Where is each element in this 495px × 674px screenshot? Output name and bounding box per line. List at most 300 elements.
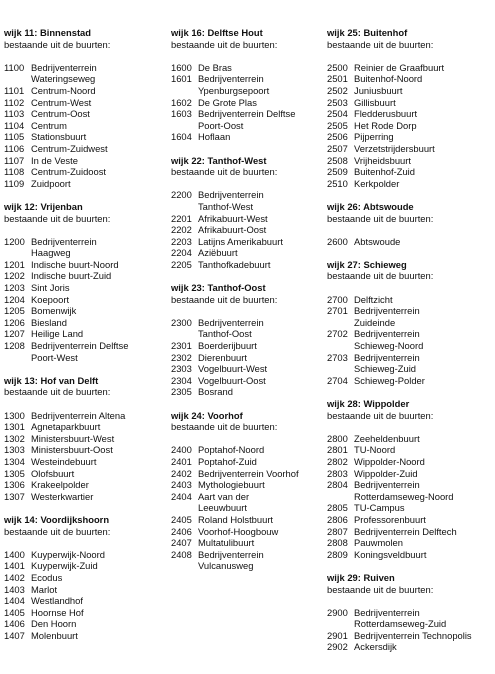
buurt-name: Pijperring bbox=[354, 131, 394, 143]
buurt-name: Indische buurt-Noord bbox=[31, 258, 119, 270]
buurt-row bbox=[171, 549, 321, 572]
buurt-name: De Grote Plas bbox=[198, 96, 257, 108]
wijk-subtitle: bestaande uit de buurten: bbox=[171, 38, 278, 50]
buurt-row bbox=[327, 514, 491, 526]
buurt-row bbox=[327, 537, 491, 549]
buurt-row bbox=[327, 294, 491, 306]
buurt-name: Roland Holstbuurt bbox=[198, 513, 274, 525]
wijk-section bbox=[327, 27, 491, 189]
buurt-row bbox=[4, 270, 162, 282]
buurt-row bbox=[327, 468, 491, 480]
buurt-row bbox=[327, 143, 491, 155]
buurt-code: 1207 bbox=[4, 328, 25, 340]
buurt-code: 1403 bbox=[4, 583, 25, 595]
buurt-name: Krakeelpolder bbox=[31, 479, 89, 491]
buurt-code: 1302 bbox=[4, 432, 25, 444]
buurt-name: TU-Campus bbox=[354, 502, 405, 514]
buurt-row bbox=[327, 73, 491, 85]
buurt-name: Molenbuurt bbox=[31, 629, 78, 641]
buurt-code: 1105 bbox=[4, 131, 25, 143]
buurt-row bbox=[171, 352, 321, 364]
buurt-name: Fledderusbuurt bbox=[354, 108, 418, 120]
buurt-name: Hoornse Hof bbox=[31, 606, 84, 618]
buurt-name: Heilige Land bbox=[31, 328, 84, 340]
buurt-code: 2304 bbox=[171, 374, 192, 386]
buurt-code: 1301 bbox=[4, 421, 25, 433]
wijk-subtitle: bestaande uit de buurten: bbox=[4, 212, 111, 224]
buurt-code: 1603 bbox=[171, 108, 192, 120]
buurt-row bbox=[327, 444, 491, 456]
wijk-section bbox=[4, 514, 162, 642]
buurt-code: 2803 bbox=[327, 467, 348, 479]
buurt-row bbox=[4, 479, 162, 491]
buurt-row bbox=[4, 97, 162, 109]
buurt-name: Westerkwartier bbox=[31, 490, 94, 502]
buurt-code: 1306 bbox=[4, 479, 25, 491]
buurt-row bbox=[4, 560, 162, 572]
buurt-name: Wippolder-Zuid bbox=[354, 467, 418, 479]
buurt-row bbox=[327, 131, 491, 143]
buurt-code: 2704 bbox=[327, 374, 348, 386]
buurt-name: Westlandhof bbox=[31, 595, 83, 607]
buurt-name: Koningsveldbuurt bbox=[354, 548, 427, 560]
buurt-code: 2201 bbox=[171, 212, 192, 224]
buurt-code: 2508 bbox=[327, 154, 348, 166]
buurt-name: Bedrijventerrein Tanthof-West bbox=[198, 189, 264, 212]
buurt-name: Biesland bbox=[31, 316, 67, 328]
buurt-code: 1206 bbox=[4, 316, 25, 328]
buurt-name: Centrum-Zuidwest bbox=[31, 142, 108, 154]
buurt-row bbox=[327, 120, 491, 132]
buurt-code: 1109 bbox=[4, 177, 25, 189]
buurt-code: 2507 bbox=[327, 142, 348, 154]
buurt-row bbox=[327, 166, 491, 178]
buurt-code: 1108 bbox=[4, 166, 25, 178]
buurt-row bbox=[327, 108, 491, 120]
buurt-row bbox=[4, 584, 162, 596]
wijk-section bbox=[327, 398, 491, 560]
wijk-title: wijk 14: Voordijkshoorn bbox=[4, 513, 110, 525]
buurt-row bbox=[171, 224, 321, 236]
buurt-name: Verzetstrijdersbuurt bbox=[354, 142, 435, 154]
buurt-row bbox=[327, 549, 491, 561]
buurt-code: 2900 bbox=[327, 606, 348, 618]
buurt-code: 2203 bbox=[171, 235, 192, 247]
buurt-name: Voorhof-Hoogbouw bbox=[198, 525, 279, 537]
buurt-code: 2800 bbox=[327, 432, 348, 444]
buurt-name: Afrikabuurt-Oost bbox=[198, 224, 267, 236]
buurt-name: Bedrijventerrein Technopolis bbox=[354, 629, 472, 641]
buurt-row bbox=[4, 618, 162, 630]
buurt-name: De Bras bbox=[198, 61, 232, 73]
buurt-name: Bedrijventerrein Delftse Poort-Oost bbox=[198, 108, 296, 131]
buurt-code: 1405 bbox=[4, 606, 25, 618]
buurt-name: Boerderijbuurt bbox=[198, 340, 257, 352]
buurt-code: 1103 bbox=[4, 108, 25, 120]
wijk-subtitle: bestaande uit de buurten: bbox=[327, 212, 434, 224]
wijk-section bbox=[171, 282, 321, 398]
buurt-row bbox=[327, 305, 491, 328]
buurt-code: 2500 bbox=[327, 61, 348, 73]
buurt-name: Centrum-West bbox=[31, 96, 92, 108]
wijk-section bbox=[4, 201, 162, 363]
wijk-title: wijk 23: Tanthof-Oost bbox=[171, 282, 266, 294]
buurt-code: 1303 bbox=[4, 444, 25, 456]
buurt-row bbox=[327, 236, 491, 248]
buurt-code: 1208 bbox=[4, 340, 25, 352]
buurt-row bbox=[171, 108, 321, 131]
buurt-code: 2300 bbox=[171, 316, 192, 328]
buurt-name: Bedrijventerrein Ypenburgsepoort bbox=[198, 73, 270, 96]
buurt-name: Bedrijventerrein Schieweg-Zuid bbox=[354, 351, 420, 375]
buurt-name: Delftzicht bbox=[354, 293, 393, 305]
buurt-row bbox=[4, 131, 162, 143]
buurt-row bbox=[171, 444, 321, 456]
wijk-subtitle: bestaande uit de buurten: bbox=[4, 38, 111, 50]
buurt-code: 1601 bbox=[171, 73, 192, 85]
buurt-code: 1305 bbox=[4, 467, 25, 479]
buurt-row bbox=[171, 97, 321, 109]
wijk-section bbox=[4, 27, 162, 189]
buurt-row bbox=[171, 479, 321, 491]
buurt-code: 1102 bbox=[4, 96, 25, 108]
buurt-row bbox=[171, 340, 321, 352]
buurt-row bbox=[4, 294, 162, 306]
buurt-row bbox=[4, 108, 162, 120]
buurt-name: Poptahof-Noord bbox=[198, 444, 265, 456]
buurt-row bbox=[171, 213, 321, 225]
buurt-code: 2408 bbox=[171, 548, 192, 560]
buurt-code: 2902 bbox=[327, 641, 348, 653]
buurt-row bbox=[327, 155, 491, 167]
buurt-name: Bedrijventerrein Zuideinde bbox=[354, 305, 420, 328]
buurt-code: 1100 bbox=[4, 61, 25, 73]
buurt-code: 2400 bbox=[171, 444, 192, 456]
buurt-row bbox=[4, 572, 162, 584]
buurt-code: 2402 bbox=[171, 467, 192, 479]
buurt-name: Bosrand bbox=[198, 386, 233, 398]
buurt-code: 1107 bbox=[4, 154, 25, 166]
buurt-row bbox=[4, 433, 162, 445]
buurt-row bbox=[327, 352, 491, 375]
buurt-row bbox=[4, 143, 162, 155]
buurt-name: Afrikabuurt-West bbox=[198, 212, 268, 224]
buurt-code: 1406 bbox=[4, 618, 25, 630]
buurt-name: Olofsbuurt bbox=[31, 467, 75, 479]
buurt-name: Zuidpoort bbox=[31, 177, 71, 189]
buurt-row bbox=[4, 178, 162, 190]
buurt-row bbox=[4, 62, 162, 85]
buurt-row bbox=[4, 155, 162, 167]
buurt-name: Bedrijventerrein Rotterdamseweg-Zuid bbox=[354, 606, 447, 630]
wijk-title: wijk 27: Schieweg bbox=[327, 258, 407, 270]
buurt-row bbox=[4, 282, 162, 294]
buurt-row bbox=[327, 97, 491, 109]
buurt-name: Sint Joris bbox=[31, 282, 70, 294]
wijk-section bbox=[171, 155, 321, 271]
buurt-row bbox=[327, 607, 491, 630]
wijk-title: wijk 22: Tanthof-West bbox=[171, 154, 267, 166]
buurt-code: 2303 bbox=[171, 363, 192, 375]
wijk-section bbox=[327, 259, 491, 387]
buurt-name: Centrum-Zuidoost bbox=[31, 166, 107, 178]
buurt-code: 2701 bbox=[327, 305, 348, 317]
wijk-title: wijk 13: Hof van Delft bbox=[4, 374, 99, 386]
wijk-title: wijk 29: Ruiven bbox=[327, 571, 395, 583]
buurt-name: Reinier de Graafbuurt bbox=[354, 61, 445, 73]
buurt-code: 2405 bbox=[171, 513, 192, 525]
buurt-row bbox=[171, 456, 321, 468]
buurt-row bbox=[4, 166, 162, 178]
buurt-name: Dierenbuurt bbox=[198, 351, 247, 363]
buurt-code: 2504 bbox=[327, 108, 348, 120]
buurt-name: Bedrijventerrein Voorhof bbox=[198, 467, 299, 479]
buurt-name: Wippolder-Noord bbox=[354, 455, 425, 467]
buurt-row bbox=[4, 340, 162, 363]
buurt-name: Bedrijventerrein Schieweg-Noord bbox=[354, 328, 424, 352]
buurt-row bbox=[4, 421, 162, 433]
buurt-name: Gillisbuurt bbox=[354, 96, 396, 108]
buurt-name: In de Veste bbox=[31, 154, 78, 166]
buurt-name: Zeeheldenbuurt bbox=[354, 432, 420, 444]
buurt-code: 2700 bbox=[327, 293, 348, 305]
buurt-name: Aziëbuurt bbox=[198, 247, 238, 259]
buurt-name: Latijns Amerikabuurt bbox=[198, 235, 283, 247]
buurt-row bbox=[4, 595, 162, 607]
buurt-name: Ministersbuurt-West bbox=[31, 432, 115, 444]
buurt-row bbox=[171, 236, 321, 248]
buurt-name: Ministersbuurt-Oost bbox=[31, 444, 113, 456]
buurt-name: Ecodus bbox=[31, 571, 63, 583]
buurt-code: 2703 bbox=[327, 351, 348, 363]
wijk-subtitle: bestaande uit de buurten: bbox=[171, 421, 278, 433]
buurt-code: 2809 bbox=[327, 548, 348, 560]
buurt-name: Agnetaparkbuurt bbox=[31, 421, 101, 433]
buurt-name: Het Rode Dorp bbox=[354, 119, 417, 131]
buurt-code: 2802 bbox=[327, 455, 348, 467]
buurt-name: Bedrijventerrein Altena bbox=[31, 409, 126, 421]
buurt-code: 2302 bbox=[171, 351, 192, 363]
buurt-name: Buitenhof-Noord bbox=[354, 73, 423, 85]
buurt-name: Professorenbuurt bbox=[354, 513, 426, 525]
buurt-code: 1205 bbox=[4, 305, 25, 317]
wijk-subtitle: bestaande uit de buurten: bbox=[4, 525, 111, 537]
buurt-name: Aart van der Leeuwbuurt bbox=[198, 490, 250, 514]
buurt-name: Bomenwijk bbox=[31, 305, 77, 317]
buurt-code: 2403 bbox=[171, 479, 192, 491]
buurt-code: 1304 bbox=[4, 455, 25, 467]
buurt-name: Vogelbuurt-West bbox=[198, 363, 268, 375]
buurt-name: Bedrijventerrein Tanthof-Oost bbox=[198, 316, 264, 340]
buurt-row bbox=[171, 259, 321, 271]
buurt-row bbox=[327, 178, 491, 190]
buurt-code: 1201 bbox=[4, 258, 25, 270]
buurt-code: 2806 bbox=[327, 513, 348, 525]
buurt-code: 1300 bbox=[4, 409, 25, 421]
buurt-row bbox=[4, 630, 162, 642]
buurt-name: Bedrijventerrein Rotterdamseweg-Noord bbox=[354, 479, 454, 502]
buurt-row bbox=[171, 189, 321, 212]
buurt-row bbox=[327, 328, 491, 351]
buurt-name: Centrum bbox=[31, 119, 67, 131]
wijk-title: wijk 11: Binnenstad bbox=[4, 27, 92, 38]
buurt-row bbox=[171, 514, 321, 526]
wijk-subtitle: bestaande uit de buurten: bbox=[327, 583, 434, 595]
buurt-row bbox=[4, 410, 162, 422]
buurt-row bbox=[4, 317, 162, 329]
buurt-code: 2204 bbox=[171, 247, 192, 259]
buurt-row bbox=[171, 62, 321, 74]
buurt-code: 1104 bbox=[4, 119, 25, 131]
wijk-subtitle: bestaande uit de buurten: bbox=[327, 38, 434, 50]
buurt-code: 1600 bbox=[171, 61, 192, 73]
buurt-code: 2301 bbox=[171, 340, 192, 352]
buurt-code: 2407 bbox=[171, 537, 192, 549]
buurt-code: 2401 bbox=[171, 455, 192, 467]
buurt-code: 2202 bbox=[171, 224, 192, 236]
buurt-code: 1307 bbox=[4, 490, 25, 502]
buurt-row bbox=[171, 73, 321, 96]
buurt-code: 2801 bbox=[327, 444, 348, 456]
buurt-row bbox=[171, 537, 321, 549]
buurt-name: Bedrijventerrein Wateringseweg bbox=[31, 61, 97, 85]
buurt-row bbox=[327, 630, 491, 642]
buurt-name: Ackersdijk bbox=[354, 641, 397, 653]
buurt-row bbox=[327, 479, 491, 502]
buurt-row bbox=[327, 375, 491, 387]
buurt-row bbox=[327, 526, 491, 538]
buurt-name: Koepoort bbox=[31, 293, 70, 305]
buurt-code: 2505 bbox=[327, 119, 348, 131]
buurt-code: 2901 bbox=[327, 629, 348, 641]
buurt-code: 1407 bbox=[4, 629, 25, 641]
buurt-name: Abtswoude bbox=[354, 235, 401, 247]
column-2 bbox=[171, 27, 321, 584]
buurt-name: Multatulibuurt bbox=[198, 537, 255, 549]
wijk-section bbox=[327, 201, 491, 247]
buurt-row bbox=[171, 526, 321, 538]
buurt-name: Vogelbuurt-Oost bbox=[198, 374, 266, 386]
wijk-subtitle: bestaande uit de buurten: bbox=[327, 409, 434, 421]
buurt-name: Tanthofkadebuurt bbox=[198, 258, 271, 270]
buurt-code: 2200 bbox=[171, 189, 192, 201]
buurt-name: Kerkpolder bbox=[354, 177, 400, 189]
buurt-code: 1202 bbox=[4, 270, 25, 282]
buurt-code: 2600 bbox=[327, 235, 348, 247]
wijk-title: wijk 26: Abtswoude bbox=[327, 200, 414, 212]
buurt-name: Bedrijventerrein Delftse Poort-West bbox=[31, 340, 129, 363]
wijk-section bbox=[327, 572, 491, 653]
wijk-section bbox=[171, 27, 321, 143]
buurt-name: Marlot bbox=[31, 583, 58, 595]
buurt-code: 2808 bbox=[327, 537, 348, 549]
buurt-name: Vrijheidsbuurt bbox=[354, 154, 411, 166]
buurt-name: Buitenhof-Zuid bbox=[354, 166, 415, 178]
buurt-row bbox=[171, 131, 321, 143]
wijk-title: wijk 28: Wippolder bbox=[327, 398, 410, 409]
buurt-row bbox=[4, 549, 162, 561]
buurt-row bbox=[171, 375, 321, 387]
buurt-row bbox=[171, 386, 321, 398]
buurt-code: 2510 bbox=[327, 177, 348, 189]
buurt-code: 1401 bbox=[4, 560, 25, 572]
wijk-section bbox=[4, 375, 162, 503]
buurt-row bbox=[4, 607, 162, 619]
buurt-code: 2506 bbox=[327, 131, 348, 143]
buurt-row bbox=[4, 85, 162, 97]
buurt-name: Indische buurt-Zuid bbox=[31, 270, 112, 282]
buurt-code: 1204 bbox=[4, 293, 25, 305]
buurt-name: Centrum-Noord bbox=[31, 84, 96, 96]
wijk-title: wijk 25: Buitenhof bbox=[327, 27, 408, 38]
buurt-code: 2804 bbox=[327, 479, 348, 491]
wijk-subtitle: bestaande uit de buurten: bbox=[4, 386, 111, 398]
buurt-name: Bedrijventerrein Delftech bbox=[354, 525, 457, 537]
buurt-code: 2702 bbox=[327, 328, 348, 340]
buurt-row bbox=[4, 120, 162, 132]
buurt-name: Kuyperwijk-Noord bbox=[31, 548, 105, 560]
buurt-code: 2404 bbox=[171, 490, 192, 502]
buurt-name: TU-Noord bbox=[354, 444, 396, 456]
column-3 bbox=[327, 27, 491, 665]
buurt-row bbox=[4, 491, 162, 503]
buurt-name: Stationsbuurt bbox=[31, 131, 87, 143]
buurt-code: 1101 bbox=[4, 84, 25, 96]
wijk-section bbox=[171, 410, 321, 572]
buurt-row bbox=[4, 328, 162, 340]
buurt-code: 2406 bbox=[171, 525, 192, 537]
buurt-code: 1604 bbox=[171, 131, 192, 143]
buurt-row bbox=[327, 62, 491, 74]
buurt-name: Juniusbuurt bbox=[354, 84, 403, 96]
buurt-name: Schieweg-Polder bbox=[354, 374, 425, 386]
buurt-row bbox=[171, 363, 321, 375]
buurt-name: Bedrijventerrein Haagweg bbox=[31, 235, 97, 259]
buurt-name: Bedrijventerrein Vulcanusweg bbox=[198, 548, 264, 572]
buurt-row bbox=[4, 468, 162, 480]
buurt-row bbox=[327, 641, 491, 653]
buurt-code: 1203 bbox=[4, 282, 25, 294]
buurt-row bbox=[171, 491, 321, 514]
buurt-name: Hoflaan bbox=[198, 131, 231, 143]
buurt-code: 2509 bbox=[327, 166, 348, 178]
wijk-subtitle: bestaande uit de buurten: bbox=[171, 293, 278, 305]
buurt-row bbox=[327, 85, 491, 97]
buurt-code: 1200 bbox=[4, 235, 25, 247]
buurt-name: Kuyperwijk-Zuid bbox=[31, 560, 98, 572]
buurt-row bbox=[327, 456, 491, 468]
buurt-code: 2502 bbox=[327, 84, 348, 96]
buurt-code: 2501 bbox=[327, 73, 348, 85]
buurt-name: Centrum-Oost bbox=[31, 108, 90, 120]
buurt-row bbox=[4, 305, 162, 317]
buurt-name: Mythologiebuurt bbox=[198, 479, 265, 491]
wijk-subtitle: bestaande uit de buurten: bbox=[327, 270, 434, 282]
buurt-code: 1402 bbox=[4, 571, 25, 583]
wijk-title: wijk 24: Voorhof bbox=[171, 409, 243, 421]
buurt-code: 1106 bbox=[4, 142, 25, 154]
buurt-code: 2205 bbox=[171, 258, 192, 270]
buurt-code: 1400 bbox=[4, 548, 25, 560]
buurt-name: Den Hoorn bbox=[31, 618, 77, 630]
buurt-row bbox=[4, 456, 162, 468]
buurt-row bbox=[171, 247, 321, 259]
buurt-name: Poptahof-Zuid bbox=[198, 455, 257, 467]
buurt-name: Westeindebuurt bbox=[31, 455, 97, 467]
buurt-name: Pauwmolen bbox=[354, 537, 403, 549]
buurt-row bbox=[4, 444, 162, 456]
buurt-row bbox=[171, 468, 321, 480]
